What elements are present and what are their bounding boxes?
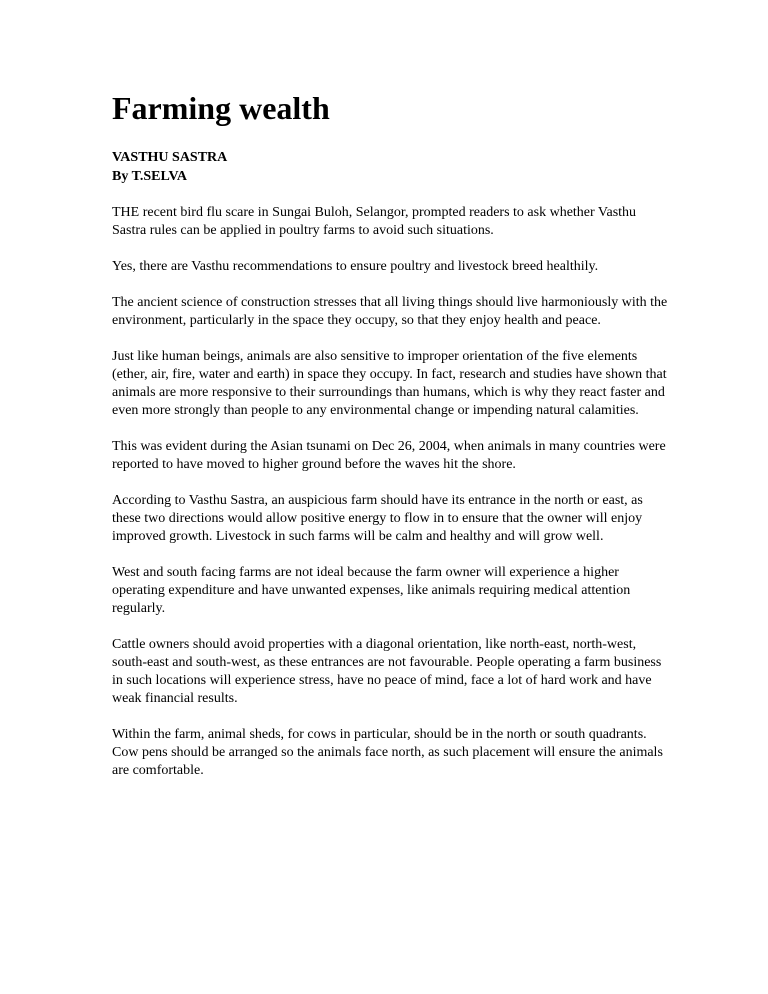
article — [112, 90, 672, 798]
paragraph: THE recent bird flu scare in Sungai Buloh, Selangor, prompted readers to ask whether Vasthu Sastra rules can be applied in poultry farms to avoid such situations. — [112, 205, 637, 238]
paragraph: West and south facing farms are not ideal because the farm owner will experience a higher operating expenditure and have unwanted expenses, like animals requiring medical attention regularly. — [112, 565, 631, 616]
paragraph: This was evident during the Asian tsunami on Dec 26, 2004, when animals in many countries were reported to have moved to higher ground before the waves hit the shore. — [112, 439, 666, 472]
byline — [112, 148, 672, 186]
paragraph: Cattle owners should avoid properties with a diagonal orientation, like north-east, north-west, south-east and south-west, as these entrances are not favourable. People operating a farm business in such locations will experience stress, have no peace of mind, face a lot of hard work and have weak financial results. — [112, 637, 662, 706]
article-title: Farming wealth — [112, 90, 330, 126]
section-label: VASTHU SASTRA — [112, 150, 228, 165]
paragraph: According to Vasthu Sastra, an auspicious farm should have its entrance in the north or east, as these two directions would allow positive energy to flow in to ensure that the owner will enjoy improved growth. Livestock in such farms will be calm and healthy and will grow well. — [112, 493, 643, 544]
paragraph: Just like human beings, animals are also sensitive to improper orientation of the five elements (ether, air, fire, water and earth) in space they occupy. In fact, research and studies have shown that animals are more responsive to their surroundings than humans, which is why they react faster and even more strongly than people to any environmental change or impending natural calamities. — [112, 349, 667, 418]
author-label: By T.SELVA — [112, 169, 187, 184]
article-body — [112, 204, 672, 780]
paragraph: Yes, there are Vasthu recommendations to ensure poultry and livestock breed healthily. — [112, 259, 599, 274]
paragraph: Within the farm, animal sheds, for cows in particular, should be in the north or south quadrants. Cow pens should be arranged so the animals face north, as such placement will ensure the animals are comfortable. — [112, 727, 663, 778]
paragraph: The ancient science of construction stresses that all living things should live harmoniously with the environment, particularly in the space they occupy, so that they enjoy health and peace. — [112, 295, 668, 328]
